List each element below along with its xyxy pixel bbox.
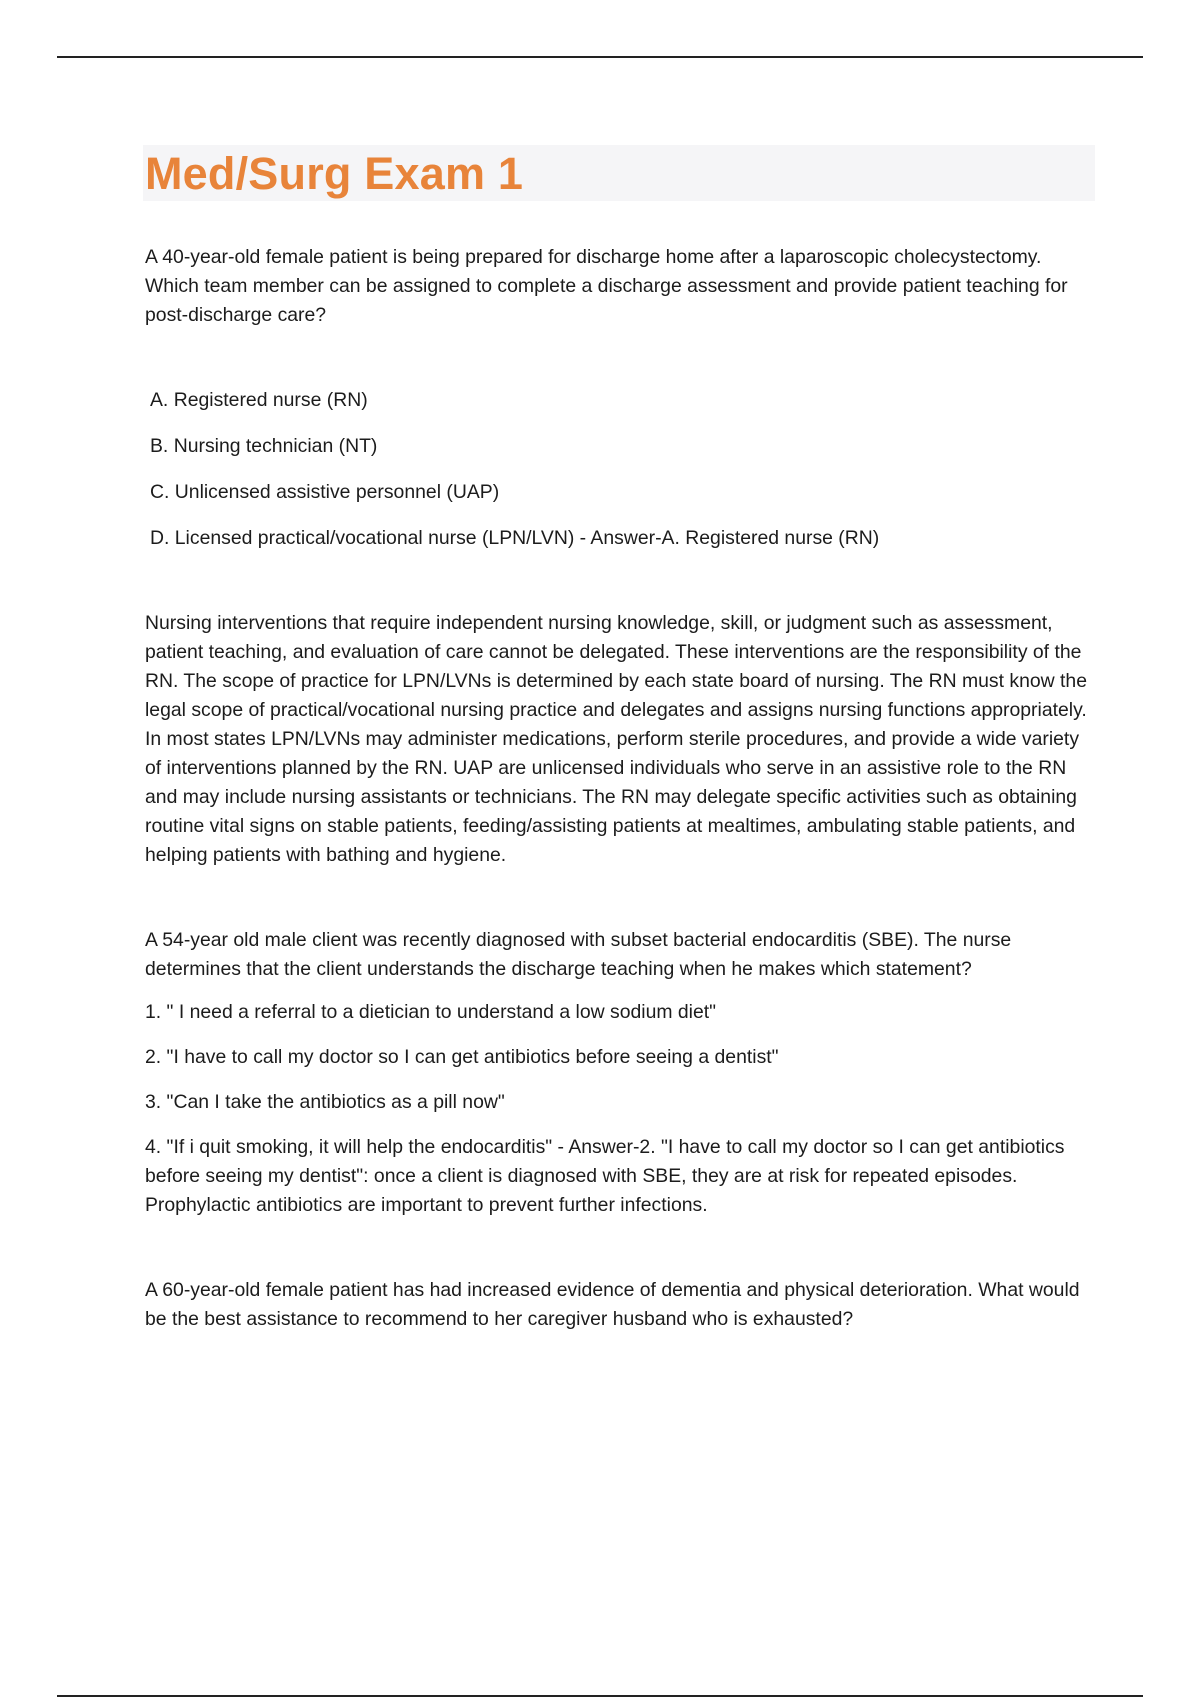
- top-rule: [57, 56, 1143, 58]
- question-2-option-4: 4. "If i quit smoking, it will help the endocarditis" - Answer-2. "I have to call my doctor so I can get antibiotics before seeing my dentist": once a client is diagnosed with SBE, they are at risk for repeated episodes. Prophylactic antibiotics are important to prevent further infections.: [145, 1136, 1065, 1216]
- question-2-stem: A 54-year old male client was recently diagnosed with subset bacterial endocarditis (SBE). The nurse determines that the client understands the discharge teaching when he makes which statement?: [145, 929, 1012, 980]
- bottom-rule: [57, 1695, 1143, 1697]
- title-bar: [143, 145, 1095, 201]
- question-1-option-b: B. Nursing technician (NT): [150, 435, 378, 457]
- question-3-stem: A 60-year-old female patient has had increased evidence of dementia and physical deterioration. What would be the best assistance to recommend to her caregiver husband who is exhausted?: [145, 1279, 1080, 1330]
- question-1-explanation: Nursing interventions that require independent nursing knowledge, skill, or judgment such as assessment, patient teaching, and evaluation of care cannot be delegated. These interventions are the responsibility of the RN. The scope of practice for LPN/LVNs is determined by each state board of nursing. The RN must know the legal scope of practical/vocational nursing practice and delegates and assigns nursing functions appropriately. In most states LPN/LVNs may administer medications, perform sterile procedures, and provide a wide variety of interventions planned by the RN. UAP are unlicensed individuals who serve in an assistive role to the RN and may include nursing assistants or technicians. The RN may delegate specific activities such as obtaining routine vital signs on stable patients, feeding/assisting patients at mealtimes, ambulating stable patients, and helping patients with bathing and hygiene.: [145, 612, 1087, 866]
- document-title: Med/Surg Exam 1: [145, 147, 524, 199]
- question-1-options: [145, 386, 1095, 553]
- question-1-option-a: A. Registered nurse (RN): [150, 389, 368, 411]
- question-1-option-d: D. Licensed practical/vocational nurse (LPN/LVN) - Answer-A. Registered nurse (RN): [150, 527, 880, 549]
- question-2-options: [145, 998, 1095, 1220]
- question-2-option-2: 2. "I have to call my doctor so I can get antibiotics before seeing a dentist": [145, 1046, 779, 1068]
- question-2-option-1: 1. " I need a referral to a dietician to understand a low sodium diet": [145, 1001, 717, 1023]
- document-body: [145, 145, 1095, 1334]
- question-1-option-c: C. Unlicensed assistive personnel (UAP): [150, 481, 500, 503]
- question-1-stem: A 40-year-old female patient is being prepared for discharge home after a laparoscopic cholecystectomy. Which team member can be assigned to complete a discharge assessment and provide patient teaching for post-discharge care?: [145, 246, 1068, 326]
- question-2-option-3: 3. "Can I take the antibiotics as a pill now": [145, 1091, 505, 1113]
